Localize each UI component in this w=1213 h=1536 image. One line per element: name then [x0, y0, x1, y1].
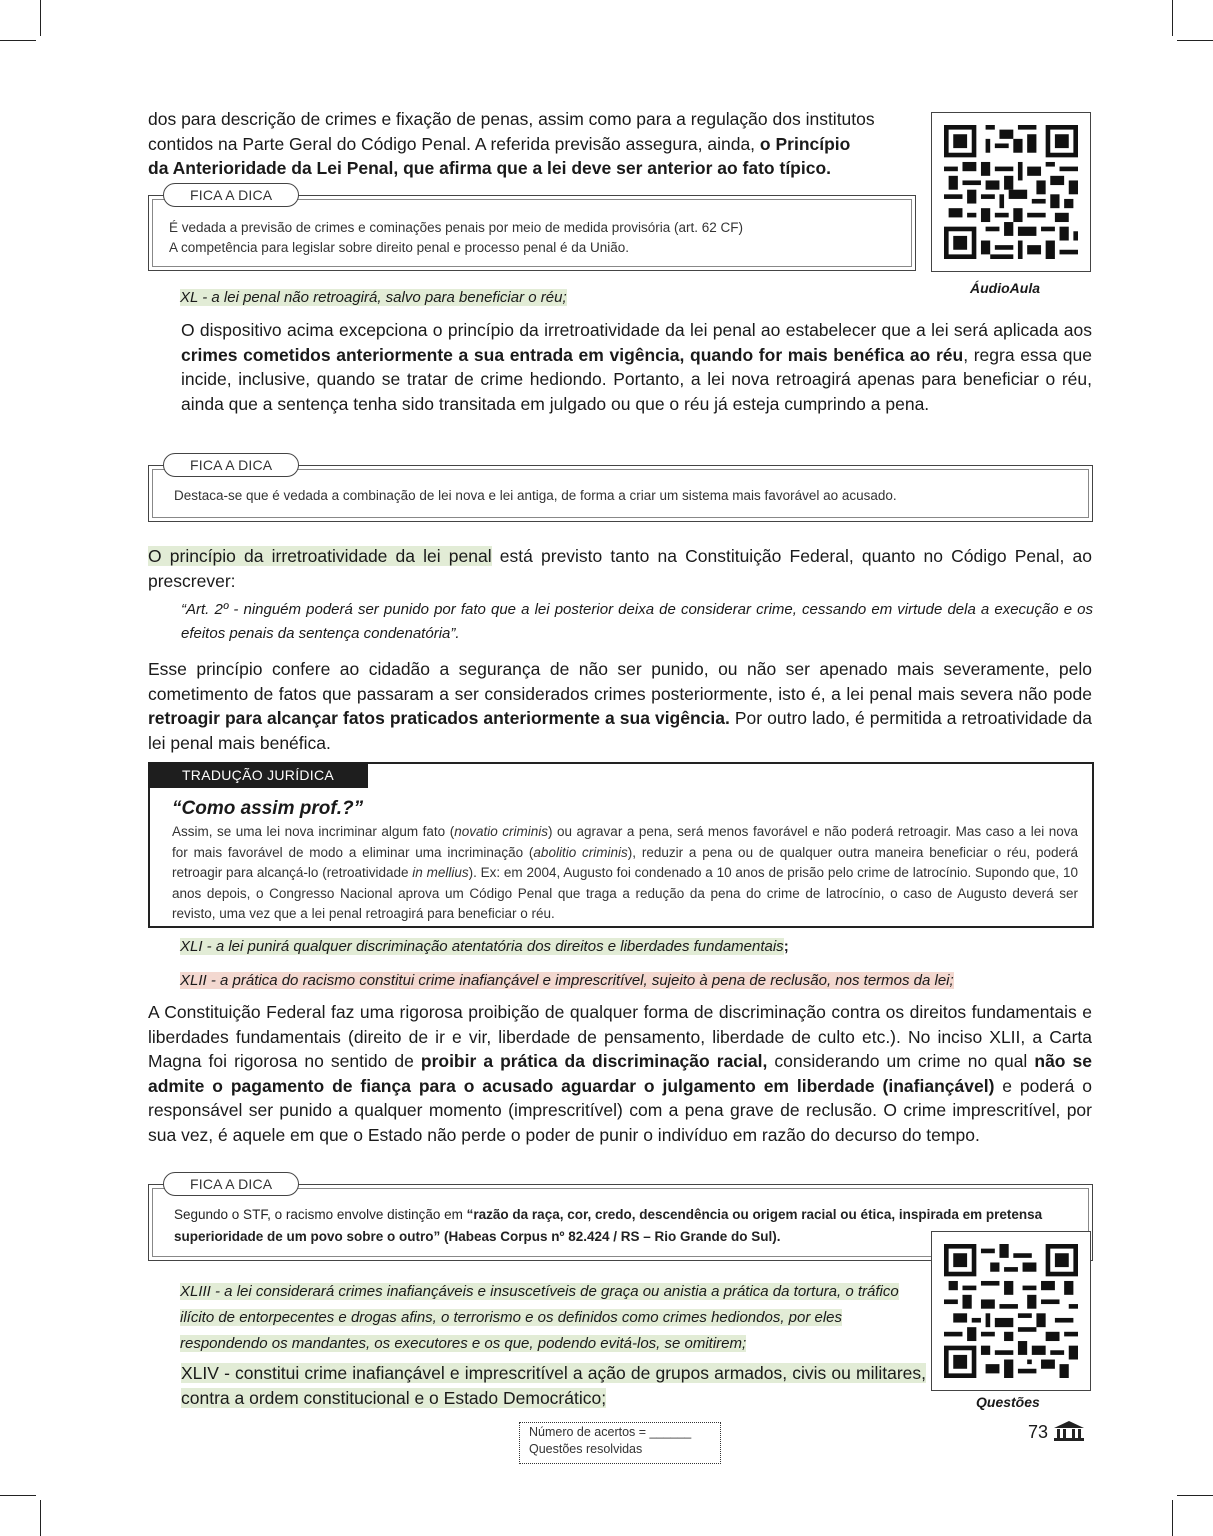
text: considerando um crime no qual: [767, 1051, 1035, 1071]
tip-box: [148, 187, 916, 271]
text: ), reduzir a pena ou de qualquer outra maneira beneficiar o réu, poderá retroagir para alcançá-lo (retroatividade: [172, 844, 1078, 880]
qr-code-icon: [944, 1242, 1078, 1380]
qr-audio-lesson[interactable]: [931, 112, 1091, 272]
score-box: [519, 1422, 721, 1464]
law-xlii: [180, 969, 1092, 993]
tip-label: FICA A DICA: [163, 1172, 299, 1196]
law-text: XLIII - a lei considerará crimes inafiançáveis e insuscetíveis de graça ou anistia a prática da tortura, o tráfico ilícito de entorpecentes e drogas afins, o terrorismo e os definidos como crimes hediondos, por eles respondendo os mandantes, os executores e os que, podendo evitá-los, se omitirem;: [180, 1283, 899, 1352]
tip-label: FICA A DICA: [163, 183, 299, 207]
crop-mark: [0, 1495, 36, 1496]
crop-mark: [1172, 0, 1173, 36]
text: está previsto tanto na Constituição Federal, quanto no Código Penal, ao prescrever:: [148, 546, 1092, 591]
bold-text: não se admite o pagamento de fiança para o acusado aguardar o julgamento em liberdade (inafiançável): [148, 1051, 1093, 1096]
text: ) ou agravar a pena, será menos favorável e não poderá retroagir. Mas caso a lei nova for mais favorável de modo a eliminar uma incriminação (: [172, 824, 1078, 860]
italic-text: in mellius: [412, 865, 469, 880]
semicolon: ;: [783, 938, 789, 955]
bold-text: “razão da raça, cor, credo, descendência ou origem racial ou ética, inspirada em pretensa superioridade de um povo sobre o outro”: [174, 1207, 1043, 1244]
crop-mark: [40, 1500, 41, 1536]
crop-mark: [1172, 1500, 1173, 1536]
translation-label: TRADUÇÃO JURÍDICA: [148, 762, 368, 788]
crop-mark: [1177, 1495, 1213, 1496]
bold-text: retroagir para alcançar fatos praticados anteriormente a sua vigência.: [148, 708, 730, 728]
intro-line: dos para descrição de crimes e fixação de penas, assim como para a regulação dos institutos: [148, 109, 875, 129]
qr-caption: ÁudioAula: [970, 280, 1040, 296]
law-xliii: [180, 1279, 925, 1357]
translation-text: [172, 822, 1078, 925]
text: Esse princípio confere ao cidadão a segurança de não ser punido, ou não ser apenado mais severamente, pelo cometimento de fatos que passaram a ser considerados crimes posteriormente, isto é, a lei penal mais severa não pode: [148, 659, 1092, 704]
principle-paragraph-2: [148, 657, 1092, 755]
highlight-text: O princípio da irretroatividade da lei penal: [148, 546, 492, 566]
resolved-label: Questões resolvidas: [529, 1442, 643, 1456]
law-text: XL - a lei penal não retroagirá, salvo para beneficiar o réu;: [180, 289, 567, 306]
intro-bold: o Princípio: [759, 133, 851, 154]
tip-line: A competência para legislar sobre direito penal e processo penal é da União.: [169, 240, 630, 255]
text: O dispositivo acima excepciona o princípio da irretroatividade da lei penal ao estabelecer que a lei será aplicada aos: [181, 320, 1092, 340]
crop-mark: [1177, 40, 1213, 41]
text: Assim, se uma lei nova incriminar algum fato (: [172, 824, 455, 839]
text: A Constituição Federal faz uma rigorosa proibição de qualquer forma de discriminação contra os direitos fundamentais e liberdades fundamentais (direito de ir e vir, liberdade de pensamento, liberdade de culto etc.). No inciso XLII, a Carta Magna foi rigorosa no sentido de: [148, 1002, 1092, 1071]
principle-paragraph: [148, 544, 1092, 593]
legal-translation-box: [148, 762, 1094, 928]
text: Segundo o STF, o racismo envolve distinção em: [174, 1207, 467, 1222]
qr-caption: Questões: [976, 1394, 1040, 1410]
crop-mark: [40, 0, 41, 36]
translation-title: “Como assim prof.?”: [172, 798, 364, 819]
text: , regra essa que incide, inclusive, quando se tratar de crime hediondo. Portanto, a lei nova retroagirá apenas para beneficiar o réu, ainda que a sentença tenha sido transitada em julgado ou que o réu já esteja cumprindo a pena.: [181, 344, 1092, 414]
tip-text: Destaca-se que é vedada a combinação de lei nova e lei antiga, de forma a criar um sistema mais favorável ao acusado.: [174, 488, 897, 503]
law-text: XLIV - constitui crime inafiançável e imprescritível a ação de grupos armados, civis ou militares, contra a ordem constitucional e o Estado Democrático;: [181, 1363, 926, 1408]
intro-paragraph: [148, 107, 924, 181]
qr-questions[interactable]: [931, 1231, 1091, 1391]
racism-paragraph: [148, 1000, 1092, 1147]
law-xl: [180, 286, 920, 310]
text: ). Ex: em 2004, Augusto foi condenado a 10 anos de prisão pelo crime de latrocínio. Supondo que, 10 anos depois, o Congresso Nacional aprova um Código Penal que traga a redução da pena do crime de latrocínio, o caso de Augusto deverá ser revisto, uma vez que a lei penal retroagirá para beneficiar o réu.: [172, 865, 1078, 921]
intro-bold: da Anterioridade da Lei Penal, que afirma que a lei deve ser anterior ao fato típico.: [148, 158, 832, 178]
italic-text: novatio criminis: [454, 824, 548, 839]
xl-paragraph: [181, 318, 1092, 416]
bold-text: (Habeas Corpus nº 82.424 / RS – Rio Grande do Sul).: [440, 1229, 781, 1244]
article-quote: “Art. 2º - ninguém poderá ser punido por fato que a lei posterior deixa de considerar crime, cessando em virtude dela a execução e os efeitos penais da sentença condenatória”.: [181, 601, 1093, 642]
tip-text: [169, 218, 899, 258]
page-number: 73: [1028, 1422, 1049, 1442]
law-xliv: [181, 1361, 926, 1410]
tip-label: FICA A DICA: [163, 453, 299, 477]
italic-text: abolitio criminis: [533, 844, 628, 860]
qr-code-icon: [944, 123, 1078, 261]
bold-text: proibir a prática da discriminação racial,: [420, 1051, 768, 1071]
bold-text: crimes cometidos anteriormente a sua entrada em vigência, quando for mais benéfica ao réu: [181, 344, 964, 365]
crop-mark: [0, 40, 36, 41]
law-text: XLII - a prática do racismo constitui crime inafiançável e imprescritível, sujeito à pena de reclusão, nos termos da lei;: [180, 972, 954, 989]
temple-logo-icon: [1052, 1420, 1086, 1442]
tip-line: É vedada a previsão de crimes e cominações penais por meio de medida provisória (art. 62 CF): [169, 220, 744, 235]
law-xli: [180, 935, 1090, 959]
text: e poderá o responsável ser punido a qualquer momento (imprescritível) com a pena grave de reclusão. O crime imprescritível, por sua vez, é aquele em que o Estado não perde o poder de punir o indivíduo em razão do decurso do tempo.: [148, 1075, 1093, 1145]
score-label: Número de acertos = ______: [529, 1425, 692, 1439]
tip-box: [148, 457, 1093, 522]
intro-line: contidos na Parte Geral do Código Penal. A referida previsão assegura, ainda,: [148, 133, 760, 154]
text: Por outro lado, é permitida a retroatividade da lei penal mais benéfica.: [148, 708, 1092, 753]
law-text: XLI - a lei punirá qualquer discriminação atentatória dos direitos e liberdades fundamentais: [180, 938, 784, 955]
